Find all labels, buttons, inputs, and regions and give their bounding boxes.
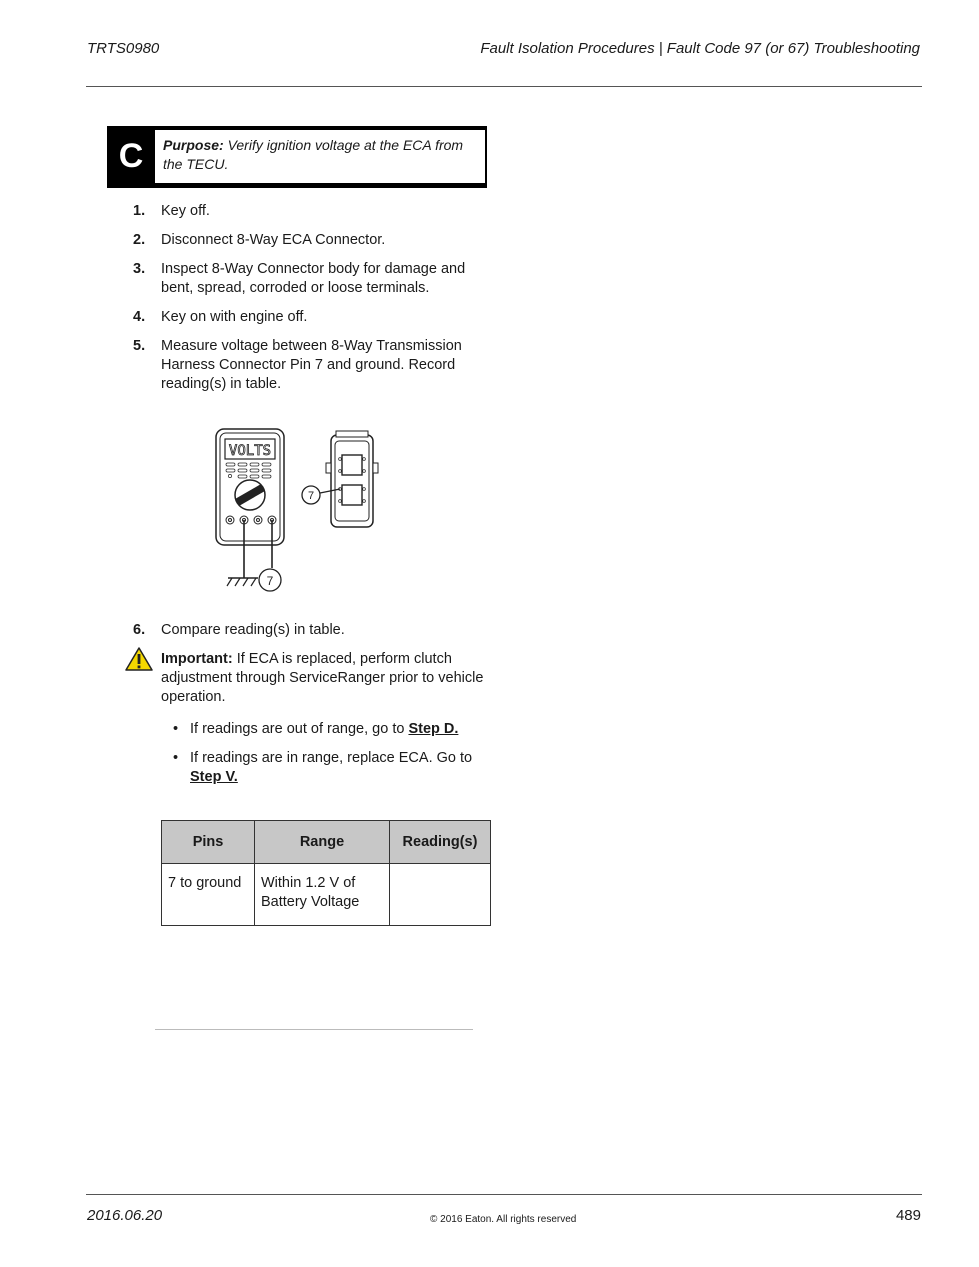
step-banner — [107, 126, 487, 188]
purpose-label: Purpose: — [163, 137, 224, 153]
footer-copyright: © 2016 Eaton. All rights reserved — [430, 1214, 577, 1225]
section-separator — [155, 1029, 473, 1030]
step-letter: C — [118, 137, 144, 175]
item-text: Key on with engine off. — [161, 309, 308, 325]
item-number: 1. — [133, 203, 146, 219]
important-note — [161, 650, 491, 707]
bullet-body: If readings are out of range, go to — [190, 721, 409, 737]
column-header-pins: Pins — [162, 821, 255, 864]
item-text: Inspect 8-Way Connector body for damage and bent, spread, corroded or loose terminals. — [161, 261, 466, 296]
item-number: 2. — [133, 232, 146, 248]
page-number: 489 — [895, 1207, 921, 1224]
ground-pin-label: 7 — [266, 574, 274, 588]
column-header-readings: Reading(s) — [390, 821, 491, 864]
bullet-dot: • — [173, 721, 179, 737]
bullet-text — [190, 720, 480, 739]
footer-date: 2016.06.20 — [87, 1207, 163, 1224]
important-label: Important: — [161, 651, 233, 667]
item-text: Disconnect 8-Way ECA Connector. — [161, 232, 386, 248]
readings-table — [161, 820, 491, 926]
doc-id: TRTS0980 — [87, 40, 160, 57]
bullet-body: If readings are in range, replace ECA. Go to — [190, 750, 473, 766]
table-header-row — [162, 821, 491, 864]
column-header-range: Range — [255, 821, 390, 864]
footer-rule — [86, 1194, 922, 1195]
item-number: 6. — [133, 622, 146, 638]
item-text: Key off. — [161, 203, 210, 219]
important-text: If ECA is replaced, perform clutch adjustment through ServiceRanger prior to vehicle operation. — [161, 651, 484, 705]
step-d-link[interactable]: Step D. — [408, 721, 459, 737]
cell-range: Within 1.2 V of Battery Voltage — [255, 864, 390, 926]
item-text: Measure voltage between 8-Way Transmission Harness Connector Pin 7 and ground. Record reading(s) in table. — [161, 338, 462, 392]
header-rule — [86, 86, 922, 87]
item-text: Compare reading(s) in table. — [161, 622, 345, 638]
step-v-link[interactable]: Step V. — [190, 769, 238, 785]
meter-display: VOLTS — [228, 443, 272, 459]
table-row — [162, 864, 491, 926]
multimeter-and-connector-diagram — [208, 425, 398, 605]
warning-triangle-icon — [124, 646, 154, 677]
purpose-text: Verify ignition voltage at the ECA from the TECU. — [163, 137, 464, 172]
bullet-dot: • — [173, 750, 179, 766]
step-purpose — [155, 130, 485, 183]
item-number: 3. — [133, 261, 146, 277]
connector-pin-label: 7 — [307, 490, 315, 502]
bullet-text — [190, 749, 480, 787]
cell-pins: 7 to ground — [162, 864, 255, 926]
item-number: 5. — [133, 338, 146, 354]
cell-reading-input[interactable] — [390, 864, 491, 926]
item-number: 4. — [133, 309, 146, 325]
section-title: Fault Isolation Procedures | Fault Code 97 (or 67) Troubleshooting — [480, 40, 920, 57]
